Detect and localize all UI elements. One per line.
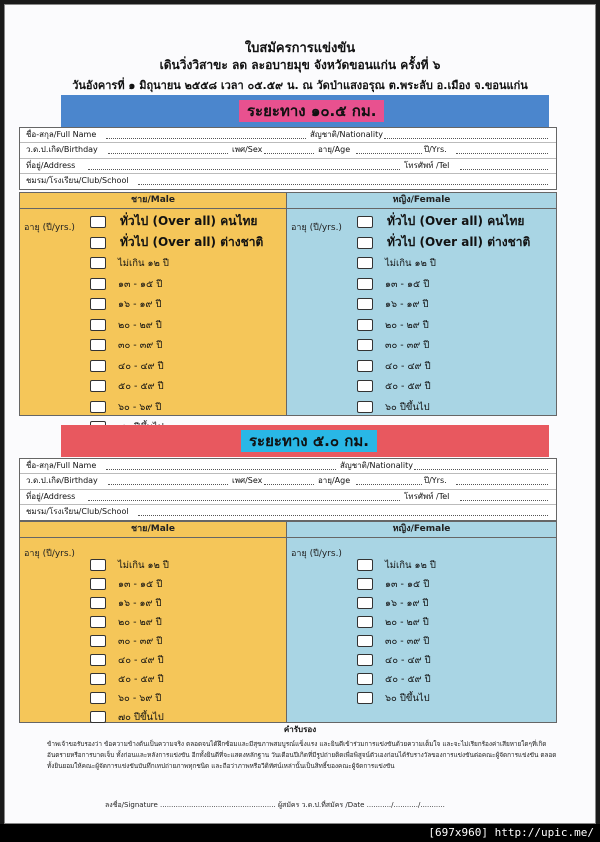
label-yrs: ปี/Yrs.: [424, 145, 447, 155]
category-option-label: ๒๐ - ๒๙ ปี: [118, 319, 162, 331]
event-name: เดินวิ่งวิสาขะ ลด ละอบายมุข จังหวัดขอนแก่น ครั้งที่ ๖: [159, 58, 441, 72]
category-option-label: ๔๐ - ๔๙ ปี: [385, 360, 431, 372]
label-full-name: ชื่อ-สกุล/Full Name: [26, 130, 97, 139]
category-checkbox[interactable]: [90, 319, 106, 331]
label-birthday: ว.ด.ป.เกิด/Birthday: [26, 476, 98, 486]
category-checkbox[interactable]: [90, 635, 106, 647]
age-label: อายุ (ปี/yrs.): [291, 549, 342, 559]
female-heading: หญิง/Female: [287, 522, 556, 538]
category-checkbox[interactable]: [90, 401, 106, 413]
label-full-name: ชื่อ-สกุล/Full Name: [26, 461, 97, 470]
category-checkbox[interactable]: [357, 360, 373, 372]
label-sex: เพศ/Sex: [232, 476, 263, 486]
category-option-label: ๒๐ - ๒๙ ปี: [385, 319, 429, 331]
category-option-label: ๕๐ - ๕๙ ปี: [118, 381, 164, 392]
category-table-5k: [19, 521, 557, 723]
category-checkbox[interactable]: [90, 711, 106, 723]
male-column-10k: [20, 193, 287, 415]
category-checkbox[interactable]: [357, 257, 373, 269]
category-checkbox[interactable]: [90, 298, 106, 310]
category-checkbox[interactable]: [357, 673, 373, 685]
category-checkbox[interactable]: [357, 237, 373, 249]
category-checkbox[interactable]: [357, 298, 373, 310]
category-option-label: ไม่เกิน ๑๒ ปี: [385, 258, 436, 269]
female-column-5k: [287, 522, 556, 722]
category-checkbox[interactable]: [90, 692, 106, 704]
female-heading: หญิง/Female: [287, 193, 556, 209]
male-column-5k: [20, 522, 287, 722]
distance-banner-10k: [61, 95, 549, 127]
category-checkbox[interactable]: [357, 319, 373, 331]
category-checkbox[interactable]: [90, 616, 106, 628]
form-title: ใบสมัครการแข่งขัน: [244, 41, 356, 56]
runner-info-10k: [19, 127, 557, 190]
category-checkbox[interactable]: [357, 278, 373, 290]
label-address: ที่อยู่/Address: [26, 160, 76, 170]
category-option-label: ๕๐ - ๕๙ ปี: [118, 674, 164, 685]
category-option-label: ๓๐ - ๓๙ ปี: [118, 636, 163, 647]
category-option-label: ๕๐ - ๕๙ ปี: [385, 381, 431, 392]
category-checkbox[interactable]: [90, 257, 106, 269]
category-option-label: ไม่เกิน ๑๒ ปี: [118, 560, 169, 571]
label-sex: เพศ/Sex: [232, 145, 263, 155]
signature-line: ลงชื่อ/Signature .................................................... ผู้สมัคร ว.ด.ป.ที่สมัคร /Date .........../.........../...........: [105, 801, 445, 809]
category-checkbox[interactable]: [357, 216, 373, 228]
category-checkbox[interactable]: [90, 654, 106, 666]
category-checkbox[interactable]: [90, 597, 106, 609]
category-checkbox[interactable]: [357, 616, 373, 628]
category-option-label: ๖๐ - ๖๙ ปี: [118, 401, 162, 413]
label-club: ชมรม/โรงเรียน/Club/School: [26, 176, 129, 186]
age-label: อายุ (ปี/yrs.): [24, 549, 75, 559]
category-option-label: ๑๖ - ๑๙ ปี: [118, 299, 162, 310]
label-club: ชมรม/โรงเรียน/Club/School: [26, 507, 129, 517]
male-heading: ชาย/Male: [20, 522, 286, 538]
category-checkbox[interactable]: [357, 401, 373, 413]
label-nationality: สัญชาติ/Nationality: [340, 461, 413, 470]
category-checkbox[interactable]: [357, 339, 373, 351]
category-checkbox[interactable]: [90, 673, 106, 685]
category-option-label: ๑๓ - ๑๕ ปี: [118, 579, 163, 590]
distance-label-10k: ระยะทาง ๑๐.๕ กม.: [239, 100, 384, 122]
category-checkbox[interactable]: [357, 654, 373, 666]
category-option-label: ๒๐ - ๒๙ ปี: [385, 617, 429, 628]
category-option-label: ไม่เกิน ๑๒ ปี: [118, 258, 169, 269]
category-option-label: ๑๖ - ๑๙ ปี: [118, 598, 162, 609]
category-option-label: ๑๖ - ๑๙ ปี: [385, 299, 429, 310]
category-option-label: ๔๐ - ๔๙ ปี: [385, 655, 431, 666]
category-checkbox[interactable]: [90, 559, 106, 571]
category-checkbox[interactable]: [357, 635, 373, 647]
category-checkbox[interactable]: [90, 278, 106, 290]
application-form: [4, 4, 596, 824]
category-option-label: ๕๐ - ๕๙ ปี: [385, 674, 431, 685]
category-option-label: ๖๐ - ๖๙ ปี: [118, 693, 162, 704]
category-option-label: ๑๖ - ๑๙ ปี: [385, 598, 429, 609]
certification-title: คำรับรอง: [283, 725, 317, 734]
category-option-label: ทั่วไป (Over all) ต่างชาติ: [387, 234, 531, 249]
category-checkbox[interactable]: [90, 216, 106, 228]
category-option-label: ทั่วไป (Over all) คนไทย: [120, 214, 258, 228]
category-checkbox[interactable]: [357, 380, 373, 392]
label-nationality: สัญชาติ/Nationality: [310, 130, 383, 139]
label-birthday: ว.ด.ป.เกิด/Birthday: [26, 145, 98, 155]
distance-banner-5k: [61, 425, 549, 457]
label-tel: โทรศัพท์ /Tel: [404, 160, 450, 170]
watermark-text: [697x960] http://upic.me/: [428, 826, 594, 839]
category-checkbox[interactable]: [357, 692, 373, 704]
label-age: อายุ/Age: [318, 145, 351, 155]
category-option-label: ๔๐ - ๔๙ ปี: [118, 360, 164, 372]
category-option-label: ๔๐ - ๔๙ ปี: [118, 655, 164, 666]
category-checkbox[interactable]: [357, 578, 373, 590]
certification-body: ข้าพเจ้าขอรับรองว่า ข้อความข้างต้นเป็นความจริง ตลอดจนได้ฝึกซ้อมและมีสุขภาพสมบูรณ์แข็งแรง และยินดีเข้าร่วมการแข่งขันด้วยความเต็มใจ และจะไม่เรียกร้องค่าเสียหายใดๆที่เกิดอันตรายหรือการบาดเจ็บ ทั้งก่อนและหลังการแข่งขัน อีกทั้งยินดีที่จะแสดงหลักฐาน วันเดือนปีเกิดที่มีรูปถ่ายติดเพื่อพิสูจน์ตัวเองก่อนได้รับรางวัลของการแข่งขันต่อคณะผู้จัดการแข่งขัน ตลอดทั้งยินยอมให้คณะผู้จัดการแข่งขันบันทึกเทปถ่ายภาพทุกชนิด และถือว่าภาพหรือวีดิทัศน์เหล่านั้นเป็นสิทธิ์ของคณะผู้จัดการแข่งขัน: [47, 740, 557, 770]
category-option-label: ๖๐ ปีขึ้นไป: [385, 401, 430, 413]
category-option-label: ๑๓ - ๑๕ ปี: [385, 278, 430, 290]
image-footer: [0, 824, 600, 842]
category-checkbox[interactable]: [90, 237, 106, 249]
category-checkbox[interactable]: [90, 380, 106, 392]
category-option-label: ไม่เกิน ๑๒ ปี: [385, 560, 436, 571]
distance-label-5k: ระยะทาง ๕.๐ กม.: [241, 430, 377, 452]
category-option-label: ๓๐ - ๓๙ ปี: [385, 340, 430, 351]
label-yrs: ปี/Yrs.: [424, 476, 447, 486]
male-heading: ชาย/Male: [20, 193, 286, 209]
category-checkbox[interactable]: [90, 578, 106, 590]
label-tel: โทรศัพท์ /Tel: [404, 491, 450, 501]
female-column-10k: [287, 193, 556, 415]
label-address: ที่อยู่/Address: [26, 491, 76, 501]
category-table-10k: [19, 192, 557, 416]
category-checkbox[interactable]: [90, 339, 106, 351]
category-checkbox[interactable]: [357, 597, 373, 609]
category-option-label: ทั่วไป (Over all) คนไทย: [387, 214, 525, 228]
event-details: วันอังคารที่ ๑ มิถุนายน ๒๕๕๘ เวลา ๐๕.๕๙ น. ณ วัดป่าแสงอรุณ ต.พระลับ อ.เมือง จ.ขอนแก่น: [72, 79, 528, 92]
category-option-label: ๑๓ - ๑๕ ปี: [385, 579, 430, 590]
category-option-label: ๖๐ ปีขึ้นไป: [385, 693, 430, 704]
category-checkbox[interactable]: [357, 559, 373, 571]
age-label: อายุ (ปี/yrs.): [291, 223, 342, 233]
category-option-label: ๓๐ - ๓๙ ปี: [385, 636, 430, 647]
runner-info-5k: [19, 458, 557, 521]
category-checkbox[interactable]: [90, 360, 106, 372]
category-option-label: ๑๓ - ๑๕ ปี: [118, 278, 163, 290]
category-option-label: ทั่วไป (Over all) ต่างชาติ: [120, 234, 264, 249]
category-option-label: ๓๐ - ๓๙ ปี: [118, 340, 163, 351]
age-label: อายุ (ปี/yrs.): [24, 223, 75, 233]
category-option-label: ๒๐ - ๒๙ ปี: [118, 617, 162, 628]
category-option-label: ๗๐ ปีขึ้นไป: [118, 712, 164, 723]
label-age: อายุ/Age: [318, 476, 351, 486]
